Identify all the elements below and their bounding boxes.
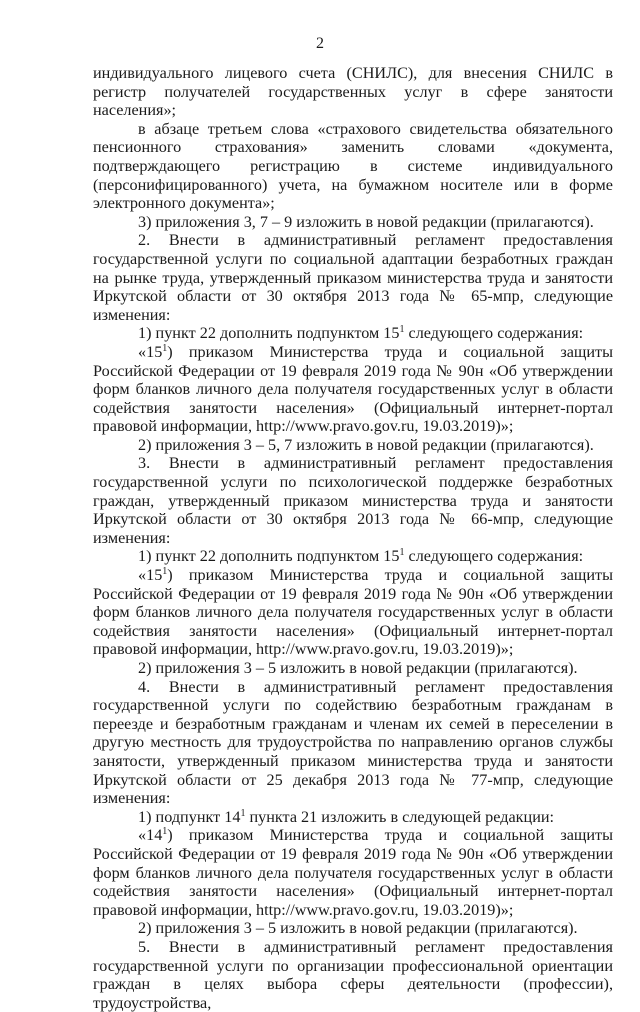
document-body	[93, 64, 613, 1012]
paragraph	[93, 343, 613, 436]
paragraph	[93, 454, 613, 547]
text-segment: ) приказом Министерства труда и социальной защиты Российской Федерации от 19 февраля 2019 года № 90н «Об утверждении форм бланков личного дела получателя государственных услуг в области содействия занятости населения» (Официальный интернет-портал правовой информации, http://www.pravo.gov.ru, 19.03.2019)»;	[93, 826, 613, 919]
paragraph	[93, 120, 613, 213]
paragraph	[93, 678, 613, 808]
text-segment: 2) приложения 3 – 5, 7 изложить в новой редакции (прилагаются).	[138, 435, 594, 454]
paragraph	[93, 659, 613, 678]
text-segment: «14	[138, 826, 163, 845]
paragraph	[93, 808, 613, 827]
paragraph	[93, 938, 613, 1012]
text-segment: индивидуального лицевого счета (СНИЛС), для внесения СНИЛС в регистр получателей государственных услуг в сфере занятости населения»;	[93, 64, 613, 120]
text-segment: ) приказом Министерства труда и социальной защиты Российской Федерации от 19 февраля 2019 года № 90н «Об утверждении форм бланков личного дела получателя государственных услуг в области содействия занятости населения» (Официальный интернет-портал правовой информации, http://www.pravo.gov.ru, 19.03.2019)»;	[93, 342, 613, 436]
paragraph	[93, 919, 613, 938]
text-segment: 5. Внести в административный регламент предоставления государственной услуги по организации профессиональной ориентации граждан в целях выбора сферы деятельности (профессии), трудоустройства,	[93, 937, 613, 1012]
text-segment: 3) приложения 3, 7 – 9 изложить в новой редакции (прилагаются).	[138, 212, 594, 231]
text-segment: 3. Внести в административный регламент предоставления государственной услуги по психологической поддержке безработных граждан, утвержденный приказом министерства труда и занятости Иркутской области от 30 октября 2013 года № 66-мпр, следующие изменения:	[93, 454, 613, 547]
paragraph	[93, 231, 613, 324]
superscript: 1	[399, 324, 405, 336]
superscript: 1	[162, 566, 168, 578]
paragraph	[93, 547, 613, 566]
superscript: 1	[399, 547, 405, 559]
paragraph	[93, 436, 613, 455]
text-segment: 1) пункт 22 дополнить подпунктом 15	[138, 324, 400, 343]
paragraph	[93, 566, 613, 659]
text-segment: «15	[138, 566, 163, 585]
text-segment: 2. Внести в административный регламент предоставления государственной услуги по социальной адаптации безработных граждан на рынке труда, утвержденный приказом министерства труда и занятости Иркутской области от 30 октября 2013 года № 65-мпр, следующие изменения:	[93, 231, 613, 324]
text-segment: 2) приложения 3 – 5 изложить в новой редакции (прилагаются).	[138, 919, 578, 938]
superscript: 1	[162, 342, 168, 354]
text-segment: 1) пункт 22 дополнить подпунктом 15	[138, 547, 400, 566]
text-segment: 4. Внести в административный регламент предоставления государственной услуги по содействию безработным гражданам в переезде и безработным гражданам и членам их семей в переселении в другую местность для трудоустройства по направлению органов службы занятости, утвержденный приказом министерства труда и занятости Иркутской области от 25 декабря 2013 года № 77-мпр, следующие изменения:	[93, 677, 613, 808]
text-segment: следующего содержания:	[404, 547, 584, 566]
text-segment: ) приказом Министерства труда и социальной защиты Российской Федерации от 19 февраля 2019 года № 90н «Об утверждении форм бланков личного дела получателя государственных услуг в области содействия занятости населения» (Официальный интернет-портал правовой информации, http://www.pravo.gov.ru, 19.03.2019)»;	[93, 566, 613, 659]
superscript: 1	[162, 826, 168, 838]
text-segment: в абзаце третьем слова «страхового свидетельства обязательного пенсионного страхования» заменить словами «документа, подтверждающего регистрацию в системе индивидуального (персонифицированного) учета, на бумажном носителе или в форме электронного документа»;	[93, 119, 613, 213]
text-segment: 1) подпункт 14	[138, 807, 241, 826]
page-number: 2	[316, 35, 324, 52]
text-segment: 2) приложения 3 – 5 изложить в новой редакции (прилагаются).	[138, 659, 578, 677]
text-segment: пункта 21 изложить в следующей редакции:	[245, 807, 555, 826]
paragraph	[93, 64, 613, 120]
text-segment: следующего содержания:	[404, 324, 584, 343]
superscript: 1	[240, 807, 246, 819]
paragraph	[93, 324, 613, 343]
paragraph	[93, 213, 613, 232]
text-segment: «15	[138, 342, 163, 361]
paragraph	[93, 826, 613, 919]
